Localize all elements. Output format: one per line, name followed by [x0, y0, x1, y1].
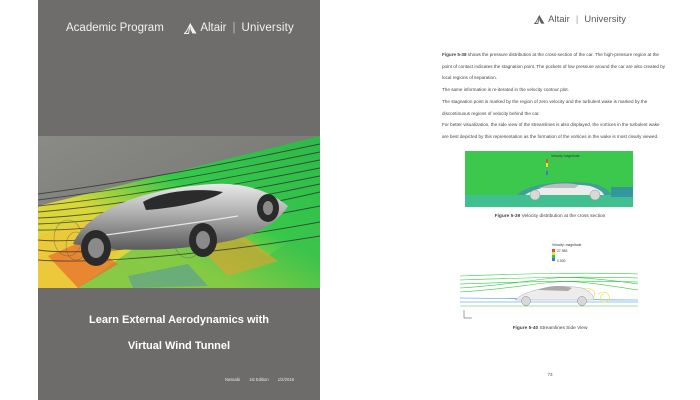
figure-5-39-caption [400, 214, 700, 219]
fig1-caption-ref: Figure 5-39 [494, 214, 521, 219]
altair-logo [184, 22, 294, 34]
footer-edition: 1st Edition [249, 377, 269, 382]
paragraph-4: For better visualization, the side view of the streamlines is also displayed, the vortices in the turbulent wake are best depicted by this representation as the formation of the vortices in the wake is most clearly viewed. [442, 122, 660, 139]
page-number: 73 [547, 372, 553, 377]
cover-title-line2: Virtual Wind Tunnel [127, 340, 231, 352]
fig2-legend-title: Velocity: magnitude [552, 243, 582, 247]
figure-ref-5-38: Figure 5-38 [442, 52, 467, 57]
page-altair-logo [534, 14, 626, 25]
figure-5-40-caption [400, 326, 700, 331]
fig2-legend-min: 0.000 [557, 259, 566, 263]
fig2-legend-max: 27.983 [557, 249, 568, 253]
document-page [400, 0, 700, 400]
paragraph-1 [442, 49, 667, 84]
page-brand-university: University [584, 14, 626, 25]
brand-separator: | [232, 22, 236, 34]
axis-triad-icon [464, 310, 472, 318]
fig2-caption-ref: Figure 5-40 [512, 326, 539, 331]
cover-header [38, 0, 320, 136]
altair-mark-icon [534, 15, 545, 24]
altair-mark-icon [184, 23, 197, 34]
brand-name: Altair [200, 22, 227, 34]
velocity-cross-section-figure [465, 151, 633, 207]
fig2-caption-text: Streamlines Side View [539, 326, 588, 331]
page-brand-separator: | [575, 14, 579, 25]
cover-title-line1: Learn External Aerodynamics with [89, 314, 269, 326]
fig1-legend-title: Velocity magnitude [551, 154, 580, 158]
streamlines-side-view-figure [460, 240, 638, 322]
paragraph-3: The stagnation point is marked by the region of zero velocity and the turbulent wake is marked by the discontinuous regions of velocity behind the car. [442, 99, 648, 116]
footer-author: Nassabi [224, 377, 241, 382]
paragraph-1-text: shows the pressure distribution at the cross-section of the car. The high-pressure region at the point of contact indicates the stagnation point. The pockets of low pressure around the car are also created by local regions of separation. [442, 52, 666, 80]
paragraph-2: The same information is re-iterated in the velocity contour plot. [442, 87, 569, 92]
program-label: Academic Program [66, 22, 164, 34]
cover-footer [225, 377, 294, 382]
cover-page [38, 0, 320, 400]
brand-university: University [241, 22, 294, 34]
page-brand-name: Altair [548, 14, 570, 25]
footer-date: 1/2/2018 [277, 377, 294, 382]
fig1-caption-text: Velocity distribution at the cross section [521, 214, 606, 219]
car-cfd-image [38, 136, 320, 288]
